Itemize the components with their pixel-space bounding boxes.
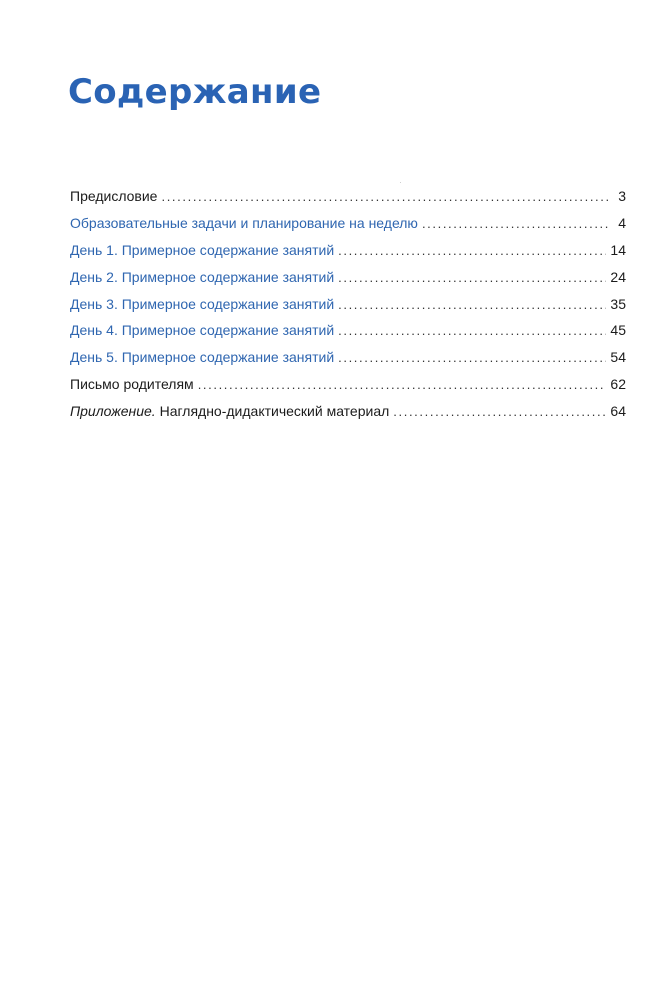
toc-entry-title xyxy=(70,398,389,425)
toc-entry-page: 45 xyxy=(610,322,626,339)
toc-entry-page: 4 xyxy=(618,214,626,231)
toc-entry-title xyxy=(70,183,157,210)
dot-leader xyxy=(338,265,606,292)
dot-leader xyxy=(198,372,607,399)
toc-entry-day-2[interactable] xyxy=(70,264,626,291)
toc-entry-prefix: Приложение. xyxy=(70,403,156,420)
dot-leader xyxy=(161,184,608,211)
toc-entry-label: День 2. Примерное содержание занятий xyxy=(70,268,335,285)
toc-entry-title xyxy=(70,291,334,318)
toc-entry-label: День 4. Примерное содержание занятий xyxy=(70,322,335,339)
toc-entry-page: 64 xyxy=(610,403,626,420)
toc-entry-day-4[interactable] xyxy=(70,317,626,344)
toc-entry-title xyxy=(70,371,194,398)
toc-entry-title xyxy=(70,237,334,264)
toc-entry-preface[interactable] xyxy=(70,183,626,210)
dot-leader xyxy=(422,211,608,238)
toc-entry-label: Образовательные задачи и планирование на неделю xyxy=(70,214,418,231)
toc-entry-page: 3 xyxy=(618,188,626,204)
toc-entry-label: Письмо родителям xyxy=(70,376,194,393)
toc-entry-title xyxy=(70,344,334,371)
toc-entry-title xyxy=(70,210,418,237)
toc-entry-day-5[interactable] xyxy=(70,344,626,371)
dot-leader xyxy=(393,399,606,426)
dot-leader xyxy=(338,345,606,372)
toc-entry-appendix[interactable] xyxy=(70,398,626,425)
toc-entry-page: 54 xyxy=(610,349,626,366)
table-of-contents xyxy=(70,183,626,425)
toc-entry-title xyxy=(70,317,334,344)
toc-entry-page: 62 xyxy=(610,376,626,393)
toc-entry-title xyxy=(70,264,334,291)
dot-leader xyxy=(338,292,606,319)
toc-entry-page: 24 xyxy=(610,268,626,285)
toc-entry-letter-to-parents[interactable] xyxy=(70,371,626,398)
dot-leader xyxy=(338,238,606,265)
page-title: Содержание xyxy=(68,72,322,112)
toc-entry-page: 14 xyxy=(610,241,626,258)
dot-leader xyxy=(338,318,606,345)
toc-entry-day-1[interactable] xyxy=(70,237,626,264)
toc-entry-label: Наглядно-дидактический материал xyxy=(159,403,390,420)
toc-entry-label: День 1. Примерное содержание занятий xyxy=(70,241,335,258)
toc-entry-tasks[interactable] xyxy=(70,210,626,237)
toc-entry-label: День 3. Примерное содержание занятий xyxy=(70,295,335,312)
toc-entry-day-3[interactable] xyxy=(70,291,626,318)
toc-entry-label: День 5. Примерное содержание занятий xyxy=(70,349,335,366)
toc-entry-label: Предисловие xyxy=(70,188,158,204)
toc-entry-page: 35 xyxy=(610,295,626,312)
